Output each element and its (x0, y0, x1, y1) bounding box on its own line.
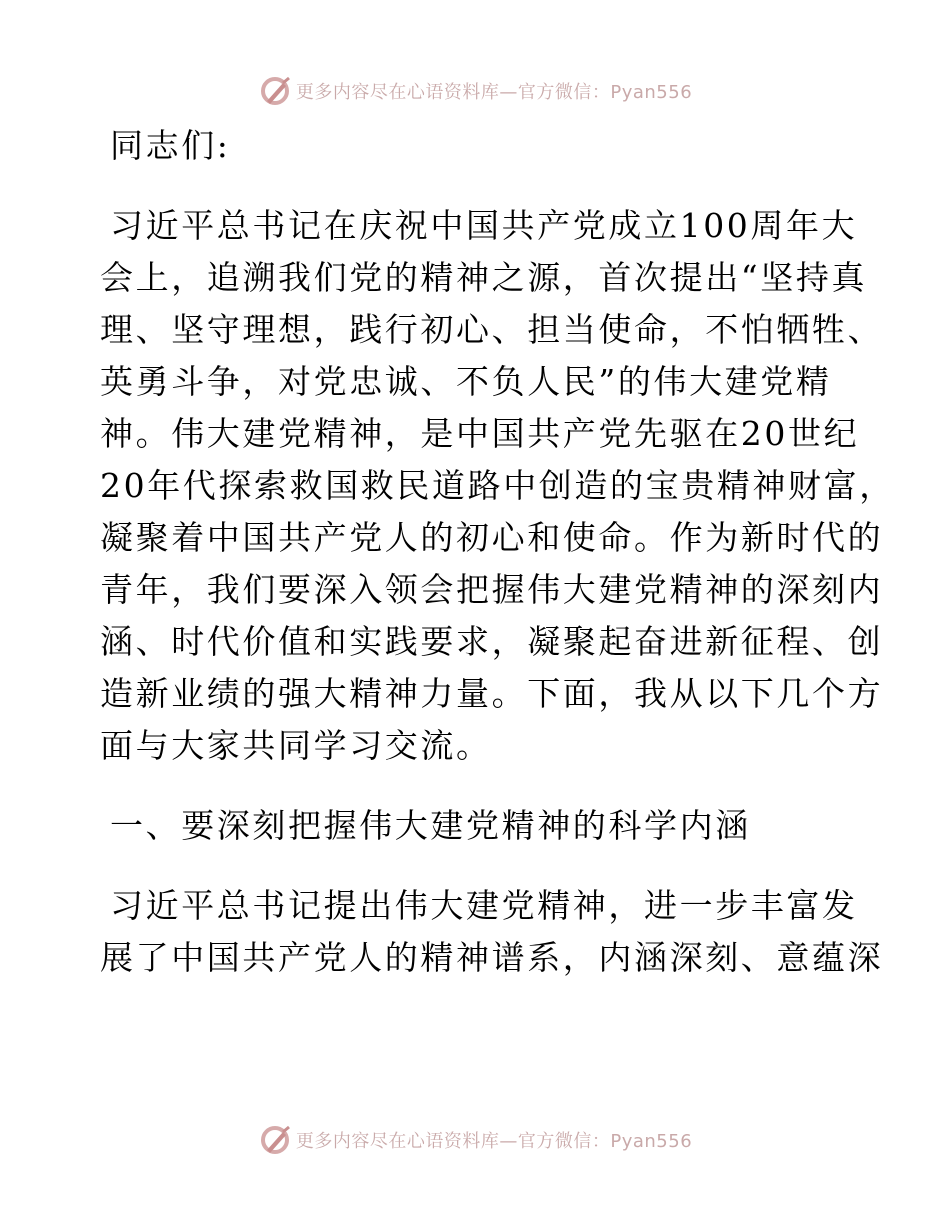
paragraph-line: 造新业绩的强大精神力量。下面，我从以下几个方 (100, 674, 884, 713)
footer-watermark (0, 1120, 950, 1160)
paragraph-line: 20年代探索救国救民道路中创造的宝贵精神财富， (100, 466, 895, 505)
paragraph-line: 青年，我们要深入领会把握伟大建党精神的深刻内 (100, 570, 884, 609)
paragraph-line: 习近平总书记在庆祝中国共产党成立100周年大 (110, 206, 858, 245)
paragraph-1 (100, 200, 895, 772)
paragraph-line: 展了中国共产党人的精神谱系，内涵深刻、意蕴深 (100, 938, 884, 977)
paragraph-line: 英勇斗争，对党忠诚、不负人民”的伟大建党精 (100, 362, 832, 401)
paragraph-line: 理、坚守理想，践行初心、担当使命，不怕牺牲、 (100, 310, 884, 349)
paragraph-line: 神。伟大建党精神，是中国共产党先驱在20世纪 (100, 414, 860, 453)
paragraph-line: 面与大家共同学习交流。 (100, 726, 492, 765)
paragraph-line: 会上，追溯我们党的精神之源，首次提出“坚持真 (100, 258, 868, 297)
pen-logo-icon (258, 1123, 292, 1157)
paragraph-line: 习近平总书记提出伟大建党精神，进一步丰富发 (110, 886, 858, 925)
paragraph-2 (100, 880, 884, 984)
document-body (100, 120, 895, 984)
salutation: 同志们: (110, 126, 231, 165)
watermark-text: 更多内容尽在心语资料库—官方微信：Pyan556 (295, 82, 693, 103)
watermark-text: 更多内容尽在心语资料库—官方微信：Pyan556 (295, 1131, 693, 1152)
pen-logo-icon (258, 74, 292, 108)
paragraph-line: 凝聚着中国共产党人的初心和使命。作为新时代的 (100, 518, 884, 557)
section-heading: 一、要深刻把握伟大建党精神的科学内涵 (110, 806, 751, 845)
header-watermark (0, 71, 950, 111)
paragraph-line: 涵、时代价值和实践要求，凝聚起奋进新征程、创 (100, 622, 884, 661)
